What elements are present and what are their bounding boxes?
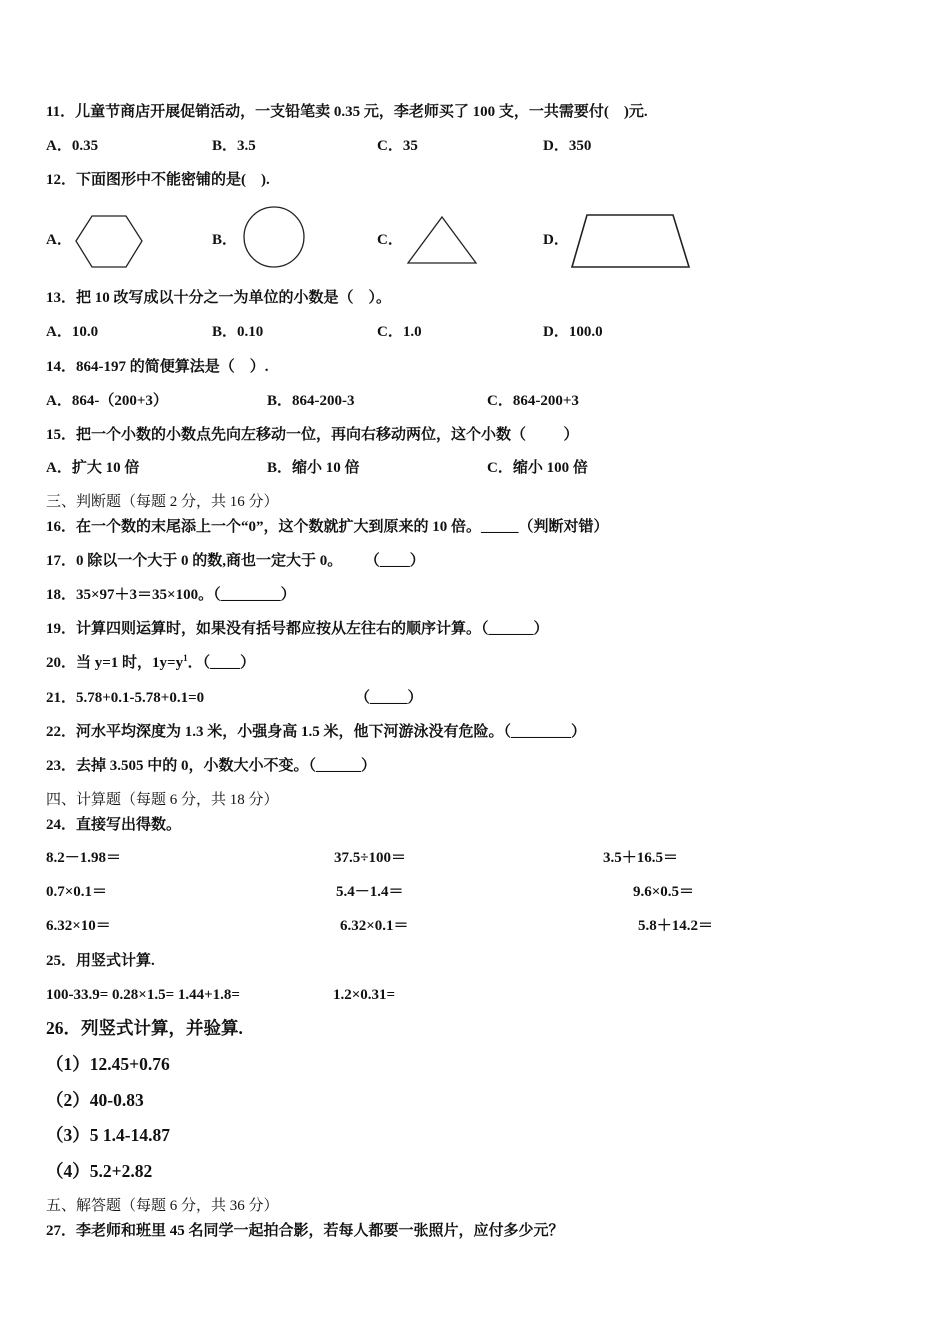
q11-option-b: B．3.5 (212, 138, 256, 154)
q23: 23．去掉 3.505 中的 0，小数大小不变。（______） (46, 758, 377, 774)
q14-stem: 14．864-197 的简便算法是（ ）. (46, 359, 269, 375)
q21-expression: 21．5.78+0.1-5.78+0.1=0 (46, 690, 205, 706)
q14-option-a: A．864-（200+3） (46, 393, 168, 409)
q14-option-b: B．864-200-3 (267, 393, 355, 409)
q18: 18．35×97＋3＝35×100。（________） (46, 587, 296, 603)
q26-item-1: （1）12.45+0.76 (46, 1054, 170, 1074)
q26-stem: 26．列竖式计算，并验算. (46, 1018, 243, 1038)
q26-item-3: （3）5 1.4-14.87 (46, 1125, 170, 1145)
q25-problems-left: 100-33.9= 0.28×1.5= 1.44+1.8= (46, 987, 240, 1003)
q24-r1c2: 37.5÷100＝ (334, 850, 406, 866)
q24-r3c2: 6.32×0.1＝ (340, 918, 409, 934)
q11-option-d: D．350 (543, 138, 592, 154)
q12-label-d: D． (543, 232, 569, 248)
q25-stem: 25．用竖式计算. (46, 953, 155, 969)
q11-stem: 11．儿童节商店开展促销活动，一支铅笔卖 0.35 元，李老师买了 100 支，一共需要付( )元. (46, 104, 648, 120)
q24-r2c2: 5.4－1.4＝ (336, 884, 404, 900)
q13-option-a: A．10.0 (46, 324, 99, 340)
hexagon-icon (74, 214, 144, 269)
q12-stem: 12．下面图形中不能密铺的是( ). (46, 172, 270, 188)
q16: 16．在一个数的末尾添上一个“0”，这个数就扩大到原来的 10 倍。_____（判断对错） (46, 519, 609, 535)
q17: 17．0 除以一个大于 0 的数,商也一定大于 0。 （____） (46, 553, 425, 569)
q20-blank: ．（____） (187, 655, 256, 671)
q24-r1c3: 3.5＋16.5＝ (603, 850, 679, 866)
q13-option-d: D．100.0 (543, 324, 603, 340)
q21-blank: （_____） (355, 690, 423, 706)
q20-exponent: 1 (183, 653, 188, 663)
q24-r2c3: 9.6×0.5＝ (633, 884, 695, 900)
q27: 27．李老师和班里 45 名同学一起拍合影，若每人都要一张照片，应付多少元？ (46, 1223, 564, 1239)
q24-r1c1: 8.2－1.98＝ (46, 850, 122, 866)
q24-r2c1: 0.7×0.1＝ (46, 884, 108, 900)
q11-option-c: C．35 (377, 138, 418, 154)
q20 (46, 654, 255, 672)
q15-stem: 15．把一个小数的小数点先向左移动一位，再向右移动两位，这个小数（ ） (46, 427, 579, 443)
q24-r3c1: 6.32×10＝ (46, 918, 111, 934)
q22: 22．河水平均深度为 1.3 米，小强身高 1.5 米，他下河游泳没有危险。（________） (46, 724, 587, 740)
q14-option-c: C．864-200+3 (487, 393, 579, 409)
q26-item-2: （2）40-0.83 (46, 1090, 144, 1110)
section4-title: 四、计算题（每题 6 分，共 18 分） (46, 792, 279, 808)
q12-label-a: A． (46, 232, 72, 248)
q24-r3c3: 5.8＋14.2＝ (638, 918, 714, 934)
q13-stem: 13．把 10 改写成以十分之一为单位的小数是（ ）。 (46, 290, 392, 306)
q20-text: 20．当 y=1 时，1y=y (46, 655, 184, 671)
q15-option-c: C．缩小 100 倍 (487, 460, 588, 476)
section5-title: 五、解答题（每题 6 分，共 36 分） (46, 1198, 279, 1214)
q15-option-b: B．缩小 10 倍 (267, 460, 360, 476)
q11-option-a: A．0.35 (46, 138, 99, 154)
q13-option-c: C．1.0 (377, 324, 422, 340)
q12-label-c: C． (377, 232, 403, 248)
circle-icon (242, 205, 306, 269)
triangle-icon (406, 215, 478, 265)
section3-title: 三、判断题（每题 2 分，共 16 分） (46, 494, 279, 510)
q13-option-b: B．0.10 (212, 324, 264, 340)
q25-problem-right: 1.2×0.31= (333, 987, 396, 1003)
q12-label-b: B． (212, 232, 238, 248)
q15-option-a: A．扩大 10 倍 (46, 460, 140, 476)
trapezoid-icon (569, 212, 693, 270)
q19: 19．计算四则运算时，如果没有括号都应按从左往右的顺序计算。（______） (46, 621, 549, 637)
q26-item-4: （4）5.2+2.82 (46, 1161, 153, 1181)
q24-stem: 24．直接写出得数。 (46, 817, 182, 833)
